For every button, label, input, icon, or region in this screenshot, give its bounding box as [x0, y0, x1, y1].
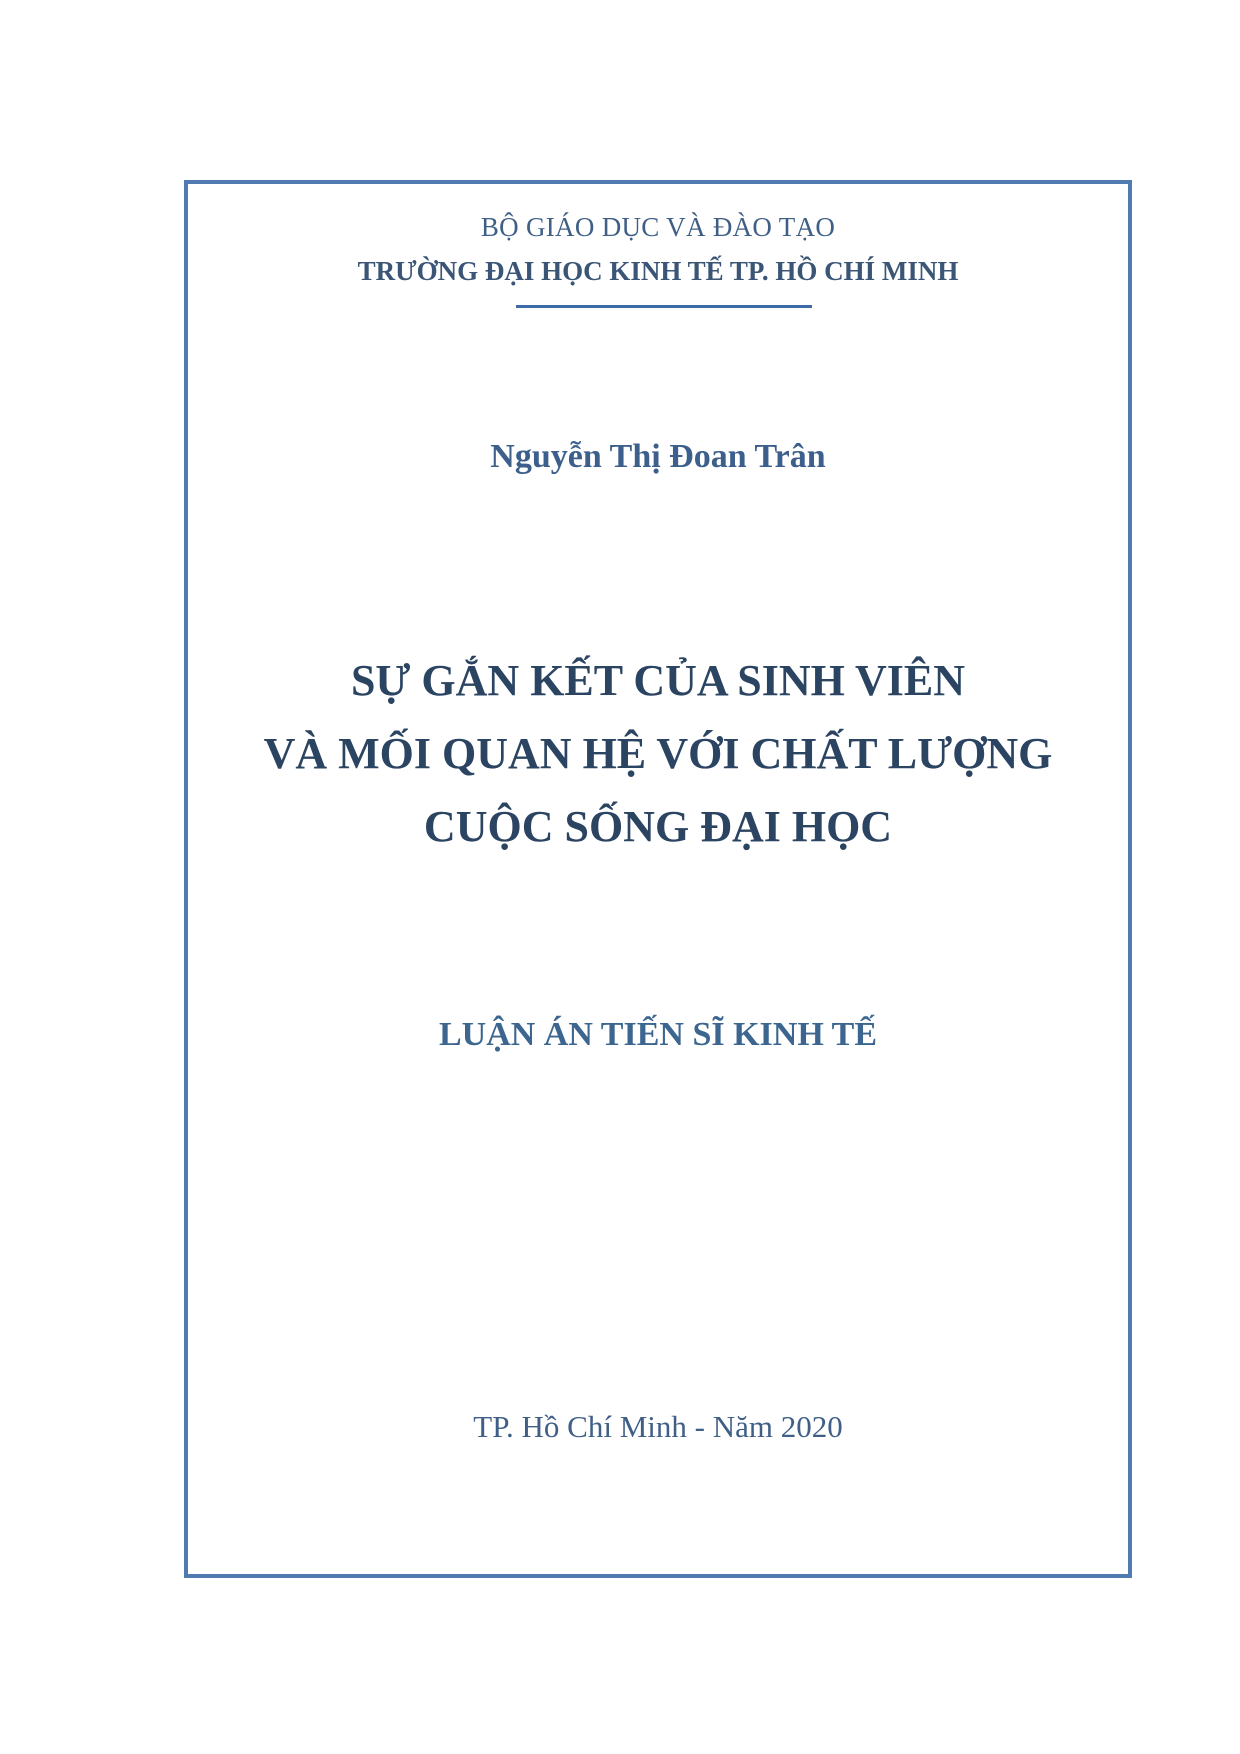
thesis-title-line-3: CUỘC SỐNG ĐẠI HỌC	[423, 802, 893, 851]
author-name: Nguyễn Thị Đoan Trân	[490, 438, 826, 475]
degree-type: LUẬN ÁN TIẾN SĨ KINH TẾ	[438, 1016, 878, 1053]
thesis-title-line-1: SỰ GẮN KẾT CỦA SINH VIÊN	[350, 656, 966, 705]
header-divider	[516, 305, 812, 308]
thesis-title	[188, 644, 1128, 863]
university-name: TRƯỜNG ĐẠI HỌC KINH TẾ TP. HỒ CHÍ MINH	[357, 256, 959, 286]
thesis-title-line-2: VÀ MỐI QUAN HỆ VỚI CHẤT LƯỢNG	[263, 729, 1053, 778]
ministry-name: BỘ GIÁO DỤC VÀ ĐÀO TẠO	[480, 212, 836, 242]
page-border	[184, 180, 1132, 1578]
place-and-year: TP. Hồ Chí Minh - Năm 2020	[473, 1409, 843, 1444]
